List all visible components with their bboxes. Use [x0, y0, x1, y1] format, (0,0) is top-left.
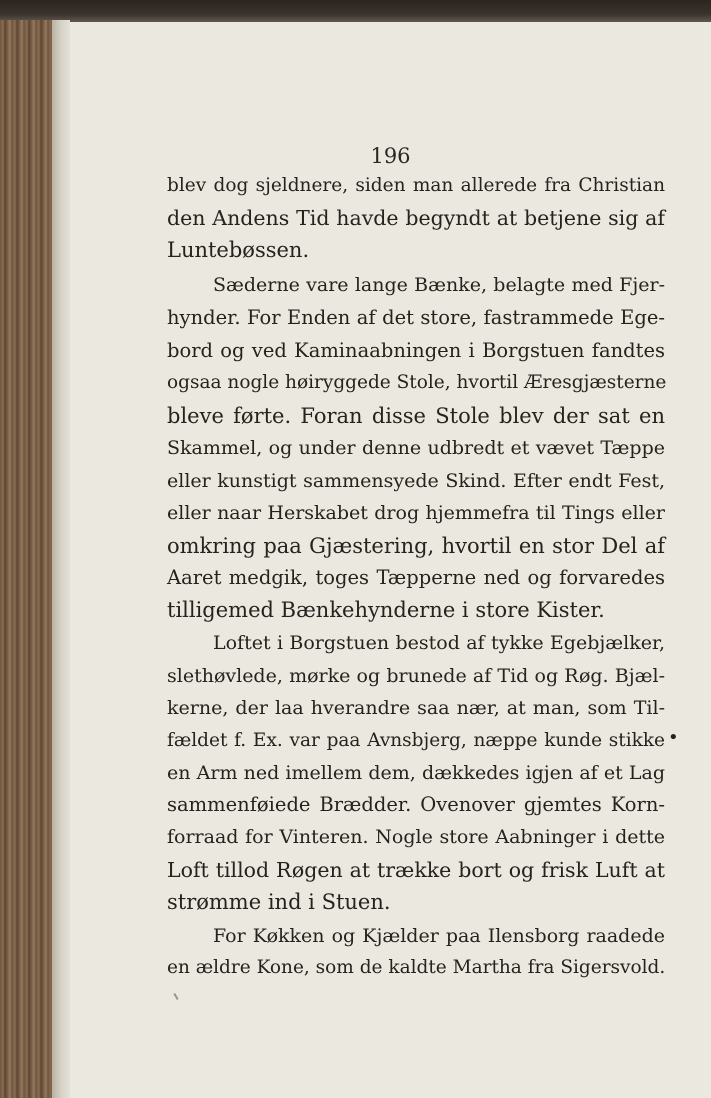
page-number: 196: [370, 144, 411, 168]
text-line: Loftet i Borgstuen bestod af tykke Egebjælker,: [213, 632, 665, 654]
text-line: For Køkken og Kjælder paa Ilensborg raadede: [213, 925, 665, 947]
text-line: strømme ind i Stuen.: [167, 890, 391, 914]
text-line: Aaret medgik, toges Tæpperne ned og forvaredes: [167, 566, 665, 589]
text-line: eller kunstigt sammensyede Skind. Efter endt Fest,: [167, 470, 665, 492]
text-line: bord og ved Kaminaabningen i Borgstuen fandtes: [167, 339, 665, 362]
margin-dot-mark: •: [668, 727, 679, 748]
text-line: Luntebøssen.: [167, 238, 310, 262]
text-line: fældet f. Ex. var paa Avnsbjerg, næppe kunde stikke: [167, 730, 665, 751]
text-line: Skammel, og under denne udbredt et vævet Tæppe: [167, 437, 665, 459]
text-line: en Arm ned imellem dem, dækkedes igjen af et Lag: [167, 762, 665, 784]
text-line: forraad for Vinteren. Nogle store Aabninger i dette: [167, 826, 665, 848]
text-line: blev dog sjeldnere, siden man allerede fra Christian: [167, 175, 665, 196]
text-line: tilligemed Bænkehynderne i store Kister.: [167, 598, 605, 622]
book-spine: [0, 20, 52, 1098]
text-line: kerne, der laa hverandre saa nær, at man, som Til-: [167, 697, 665, 719]
text-line: den Andens Tid havde begyndt at betjene sig af: [167, 206, 665, 230]
text-line: sammenføiede Brædder. Ovenover gjemtes Korn-: [167, 793, 665, 816]
text-line: ogsaa nogle høiryggede Stole, hvortil Æresgjæsterne: [167, 372, 667, 393]
text-line: omkring paa Gjæstering, hvortil en stor Del af: [167, 534, 665, 558]
text-line: Loft tillod Røgen at trække bort og frisk Luft at: [167, 858, 665, 882]
text-line: hynder. For Enden af det store, fastrammede Ege-: [167, 306, 665, 329]
text-line: eller naar Herskabet drog hjemmefra til Tings eller: [167, 502, 665, 524]
text-line: Sæderne vare lange Bænke, belagte med Fjer-: [213, 274, 665, 296]
page-gutter: [52, 20, 70, 1098]
text-line: en ældre Kone, som de kaldte Martha fra Sigersvold.: [167, 957, 666, 978]
book-top-edge: [0, 0, 711, 24]
text-line: slethøvlede, mørke og brunede af Tid og Røg. Bjæl-: [167, 665, 665, 687]
text-line: bleve førte. Foran disse Stole blev der sat en: [167, 404, 665, 428]
